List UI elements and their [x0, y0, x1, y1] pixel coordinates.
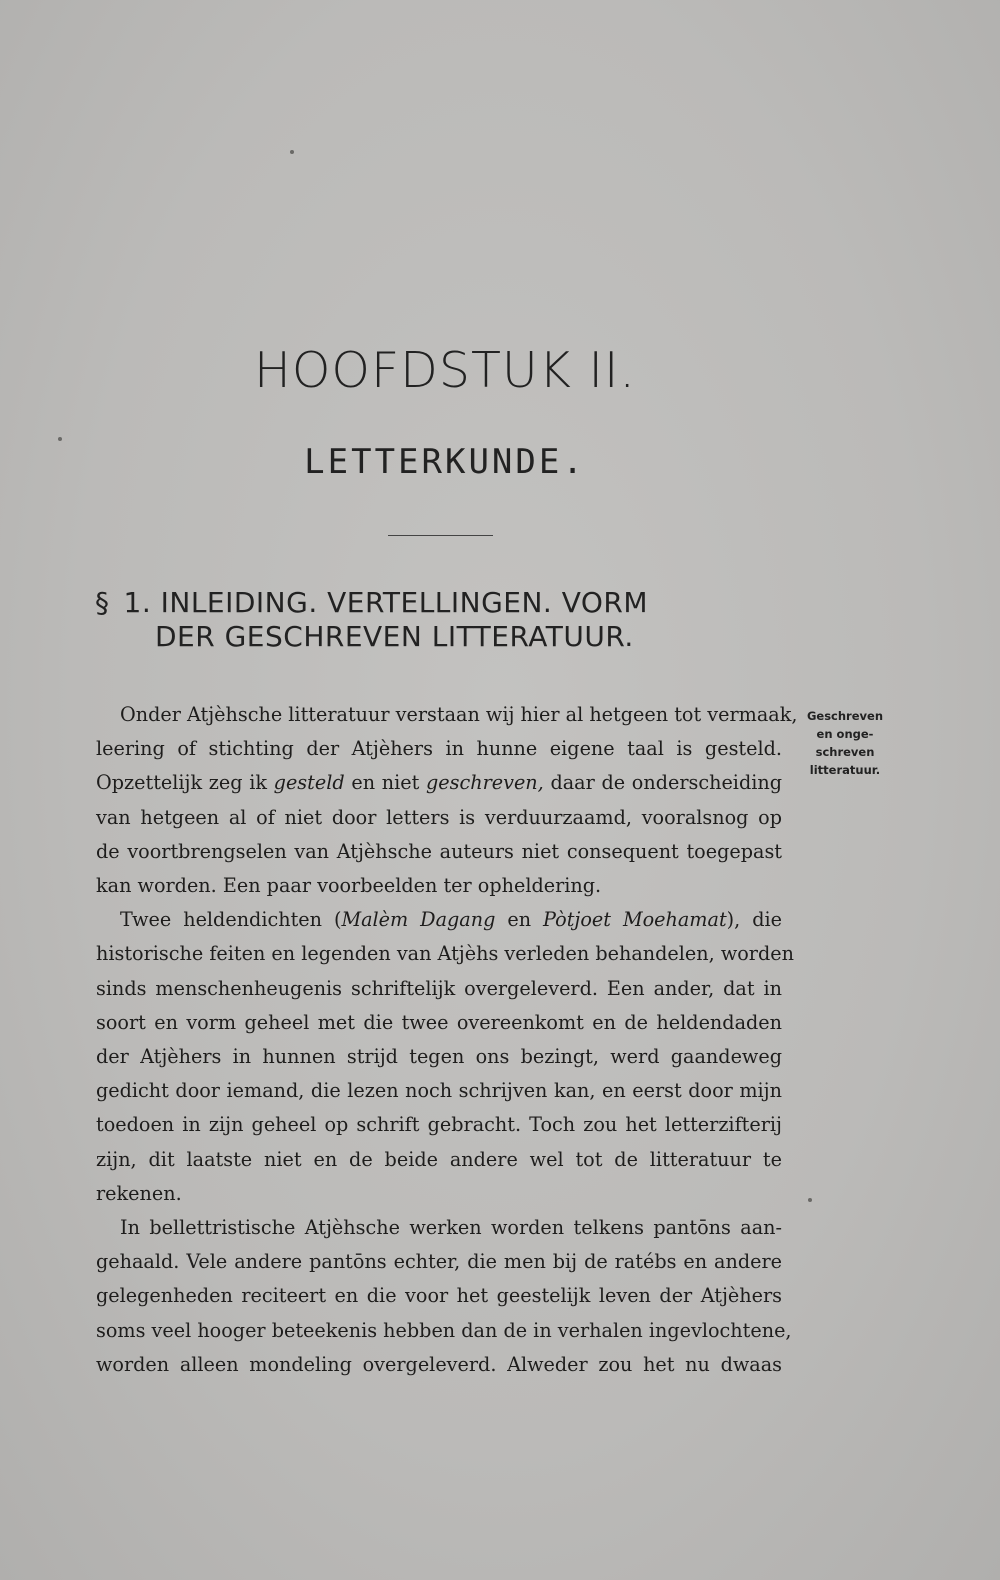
section-heading-line-2: DER GESCHREVEN LITTERATUUR. [155, 620, 634, 653]
text-line: der Atjèhers in hunnen strijd tegen ons bezingt, werd gaandeweg [96, 1045, 782, 1069]
text-line: In bellettristische Atjèhsche werken worden telkens pantōns aan- [120, 1216, 782, 1240]
emphasis-gesteld: gesteld [273, 771, 345, 795]
text-line: toedoen in zijn geheel op schrift gebracht. Toch zou het letterzifterij [96, 1113, 782, 1137]
body-text [96, 698, 798, 1382]
divider-rule [388, 535, 493, 536]
chapter-subject: LETTERKUNDE. [304, 442, 586, 482]
margin-note-line: en onge- [816, 727, 874, 741]
margin-note-line: schreven [815, 745, 875, 759]
text-line: sinds menschenheugenis schriftelijk overgeleverd. Een ander, dat in [96, 976, 782, 1000]
section-mark: § [95, 586, 110, 619]
margin-note [790, 707, 900, 779]
text-run: Opzettelijk zeg ik [96, 771, 267, 795]
text-run: ), die [726, 908, 782, 932]
text-line: worden alleen mondeling overgeleverd. Alweder zou het nu dwaas [96, 1352, 782, 1376]
text-line: soort en vorm geheel met die twee overeenkomt en de heldendaden [96, 1010, 782, 1034]
paragraph-2 [96, 903, 794, 1211]
margin-note-line: litteratuur. [809, 763, 881, 777]
paper-speck [290, 150, 294, 154]
paper-speck [808, 1198, 812, 1202]
text-line [96, 903, 782, 937]
margin-note-line: Geschreven [806, 709, 884, 723]
paragraph-3 [96, 1211, 792, 1382]
text-run: en niet [351, 771, 420, 795]
paragraph-1 [96, 698, 798, 903]
emphasis-malem-dagang: Malèm Dagang [341, 908, 496, 932]
text-line: historische feiten en legenden van Atjèhs verleden behandelen, worden [96, 942, 794, 966]
text-line: Onder Atjèhsche litteratuur verstaan wij hier al hetgeen tot vermaak, [120, 703, 798, 726]
emphasis-geschreven: geschreven, [425, 771, 544, 795]
section-heading-text-1: 1. INLEIDING. VERTELLINGEN. VORM [123, 586, 649, 619]
text-line: gehaald. Vele andere pantōns echter, die men bij de ratébs en andere [96, 1250, 782, 1274]
text-line: gedicht door iemand, die lezen noch schrijven kan, en eerst door mijn [96, 1079, 782, 1103]
text-line [96, 766, 782, 800]
text-line: kan worden. Een paar voorbeelden ter opheldering. [96, 874, 602, 898]
text-line: soms veel hooger beteekenis hebben dan de in verhalen ingevlochtene, [96, 1318, 792, 1342]
chapter-title: HOOFDSTUK II. [254, 342, 636, 399]
text-line: gelegenheden reciteert en die voor het geestelijk leven der Atjèhers [96, 1284, 782, 1308]
paper-speck [58, 437, 62, 441]
text-line: de voortbrengselen van Atjèhsche auteurs niet consequent toegepast [96, 839, 782, 863]
text-line: rekenen. [96, 1181, 182, 1205]
text-line: zijn, dit laatste niet en de beide andere wel tot de litteratuur te [96, 1147, 782, 1171]
emphasis-potjoet-moehamat: Pòtjoet Moehamat [543, 908, 727, 932]
text-run: Twee heldendichten ( [120, 908, 342, 932]
text-run: daar de onderscheiding [550, 771, 783, 795]
text-line: leering of stichting der Atjèhers in hunne eigene taal is gesteld. [96, 737, 782, 761]
section-heading-line-1 [95, 586, 805, 620]
text-run: en [507, 908, 532, 932]
text-line: van hetgeen al of niet door letters is verduurzaamd, vooralsnog op [96, 805, 782, 829]
section-heading [95, 586, 805, 654]
